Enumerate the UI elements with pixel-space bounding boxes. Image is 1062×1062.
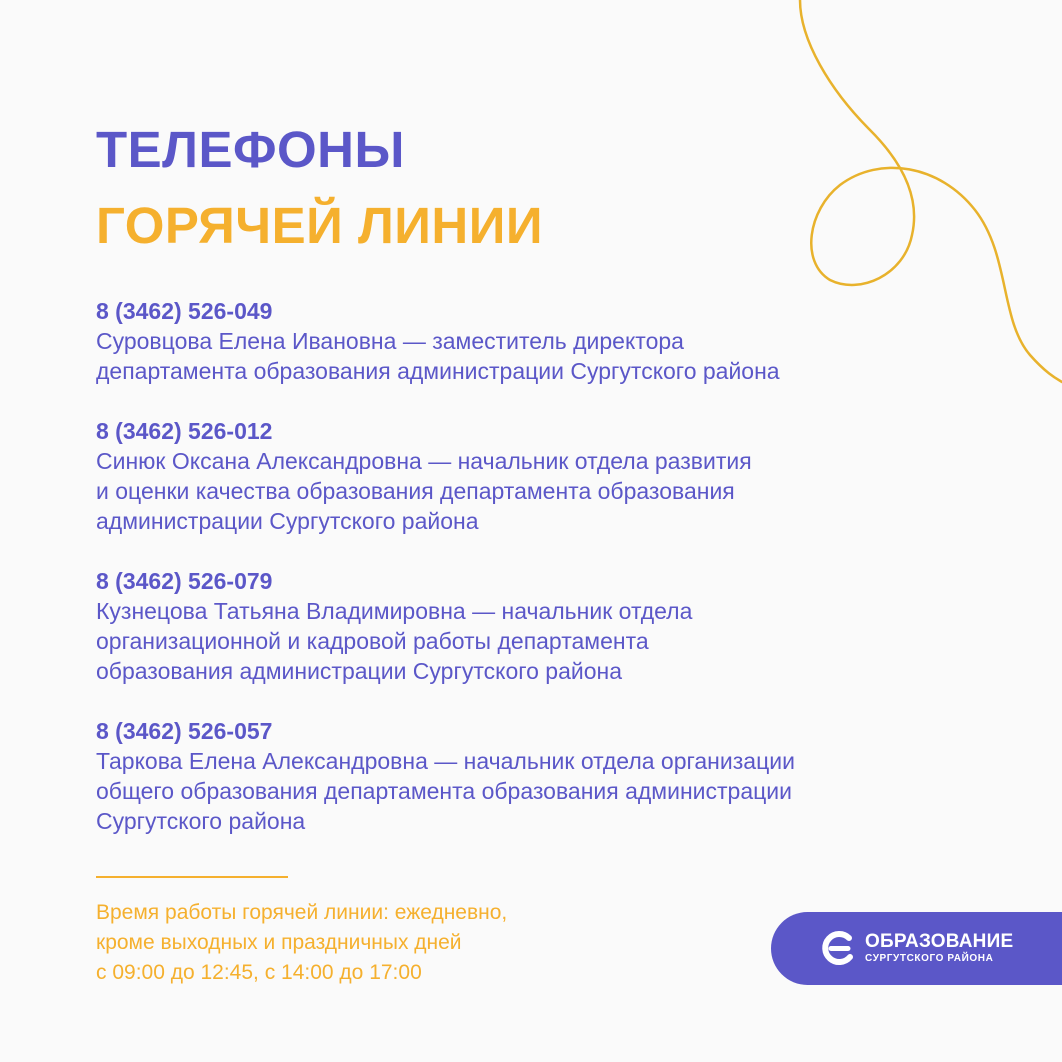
contact-item xyxy=(96,296,916,386)
contact-description: Суровцова Елена Ивановна — заместитель директора департамента образования администрации Сургутского района xyxy=(96,328,780,384)
working-hours: Время работы горячей линии: ежедневно, кроме выходных и праздничных дней с 09:00 до 12:45, с 14:00 до 17:00 xyxy=(96,901,508,984)
logo-badge xyxy=(771,912,1062,985)
contact-phone: 8 (3462) 526-057 xyxy=(96,718,273,744)
logo-subtitle: СУРГУТСКОГО РАЙОНА xyxy=(865,953,994,964)
contact-description: Кузнецова Татьяна Владимировна — начальник отдела организационной и кадровой работы департамента образования администрации Сургутского района xyxy=(96,598,693,684)
divider xyxy=(96,876,288,878)
title-line-1: ТЕЛЕФОНЫ xyxy=(96,121,405,178)
contacts-list xyxy=(96,296,916,866)
contact-phone: 8 (3462) 526-012 xyxy=(96,418,273,444)
contact-phone: 8 (3462) 526-049 xyxy=(96,298,273,324)
page-title xyxy=(96,112,543,264)
logo-title: ОБРАЗОВАНИЕ xyxy=(865,931,1014,952)
contact-description: Синюк Оксана Александровна — начальник отдела развития и оценки качества образования департамента образования администрации Сургутского района xyxy=(96,448,752,534)
contact-description: Таркова Елена Александровна — начальник отдела организации общего образования департамента образования администрации Сургутского района xyxy=(96,748,795,834)
logo-e-icon xyxy=(819,929,857,967)
contact-item xyxy=(96,716,916,836)
contact-item xyxy=(96,566,916,686)
contact-item xyxy=(96,416,916,536)
logo-text xyxy=(865,932,1013,965)
contact-phone: 8 (3462) 526-079 xyxy=(96,568,273,594)
title-line-2: ГОРЯЧЕЙ ЛИНИИ xyxy=(96,197,544,254)
